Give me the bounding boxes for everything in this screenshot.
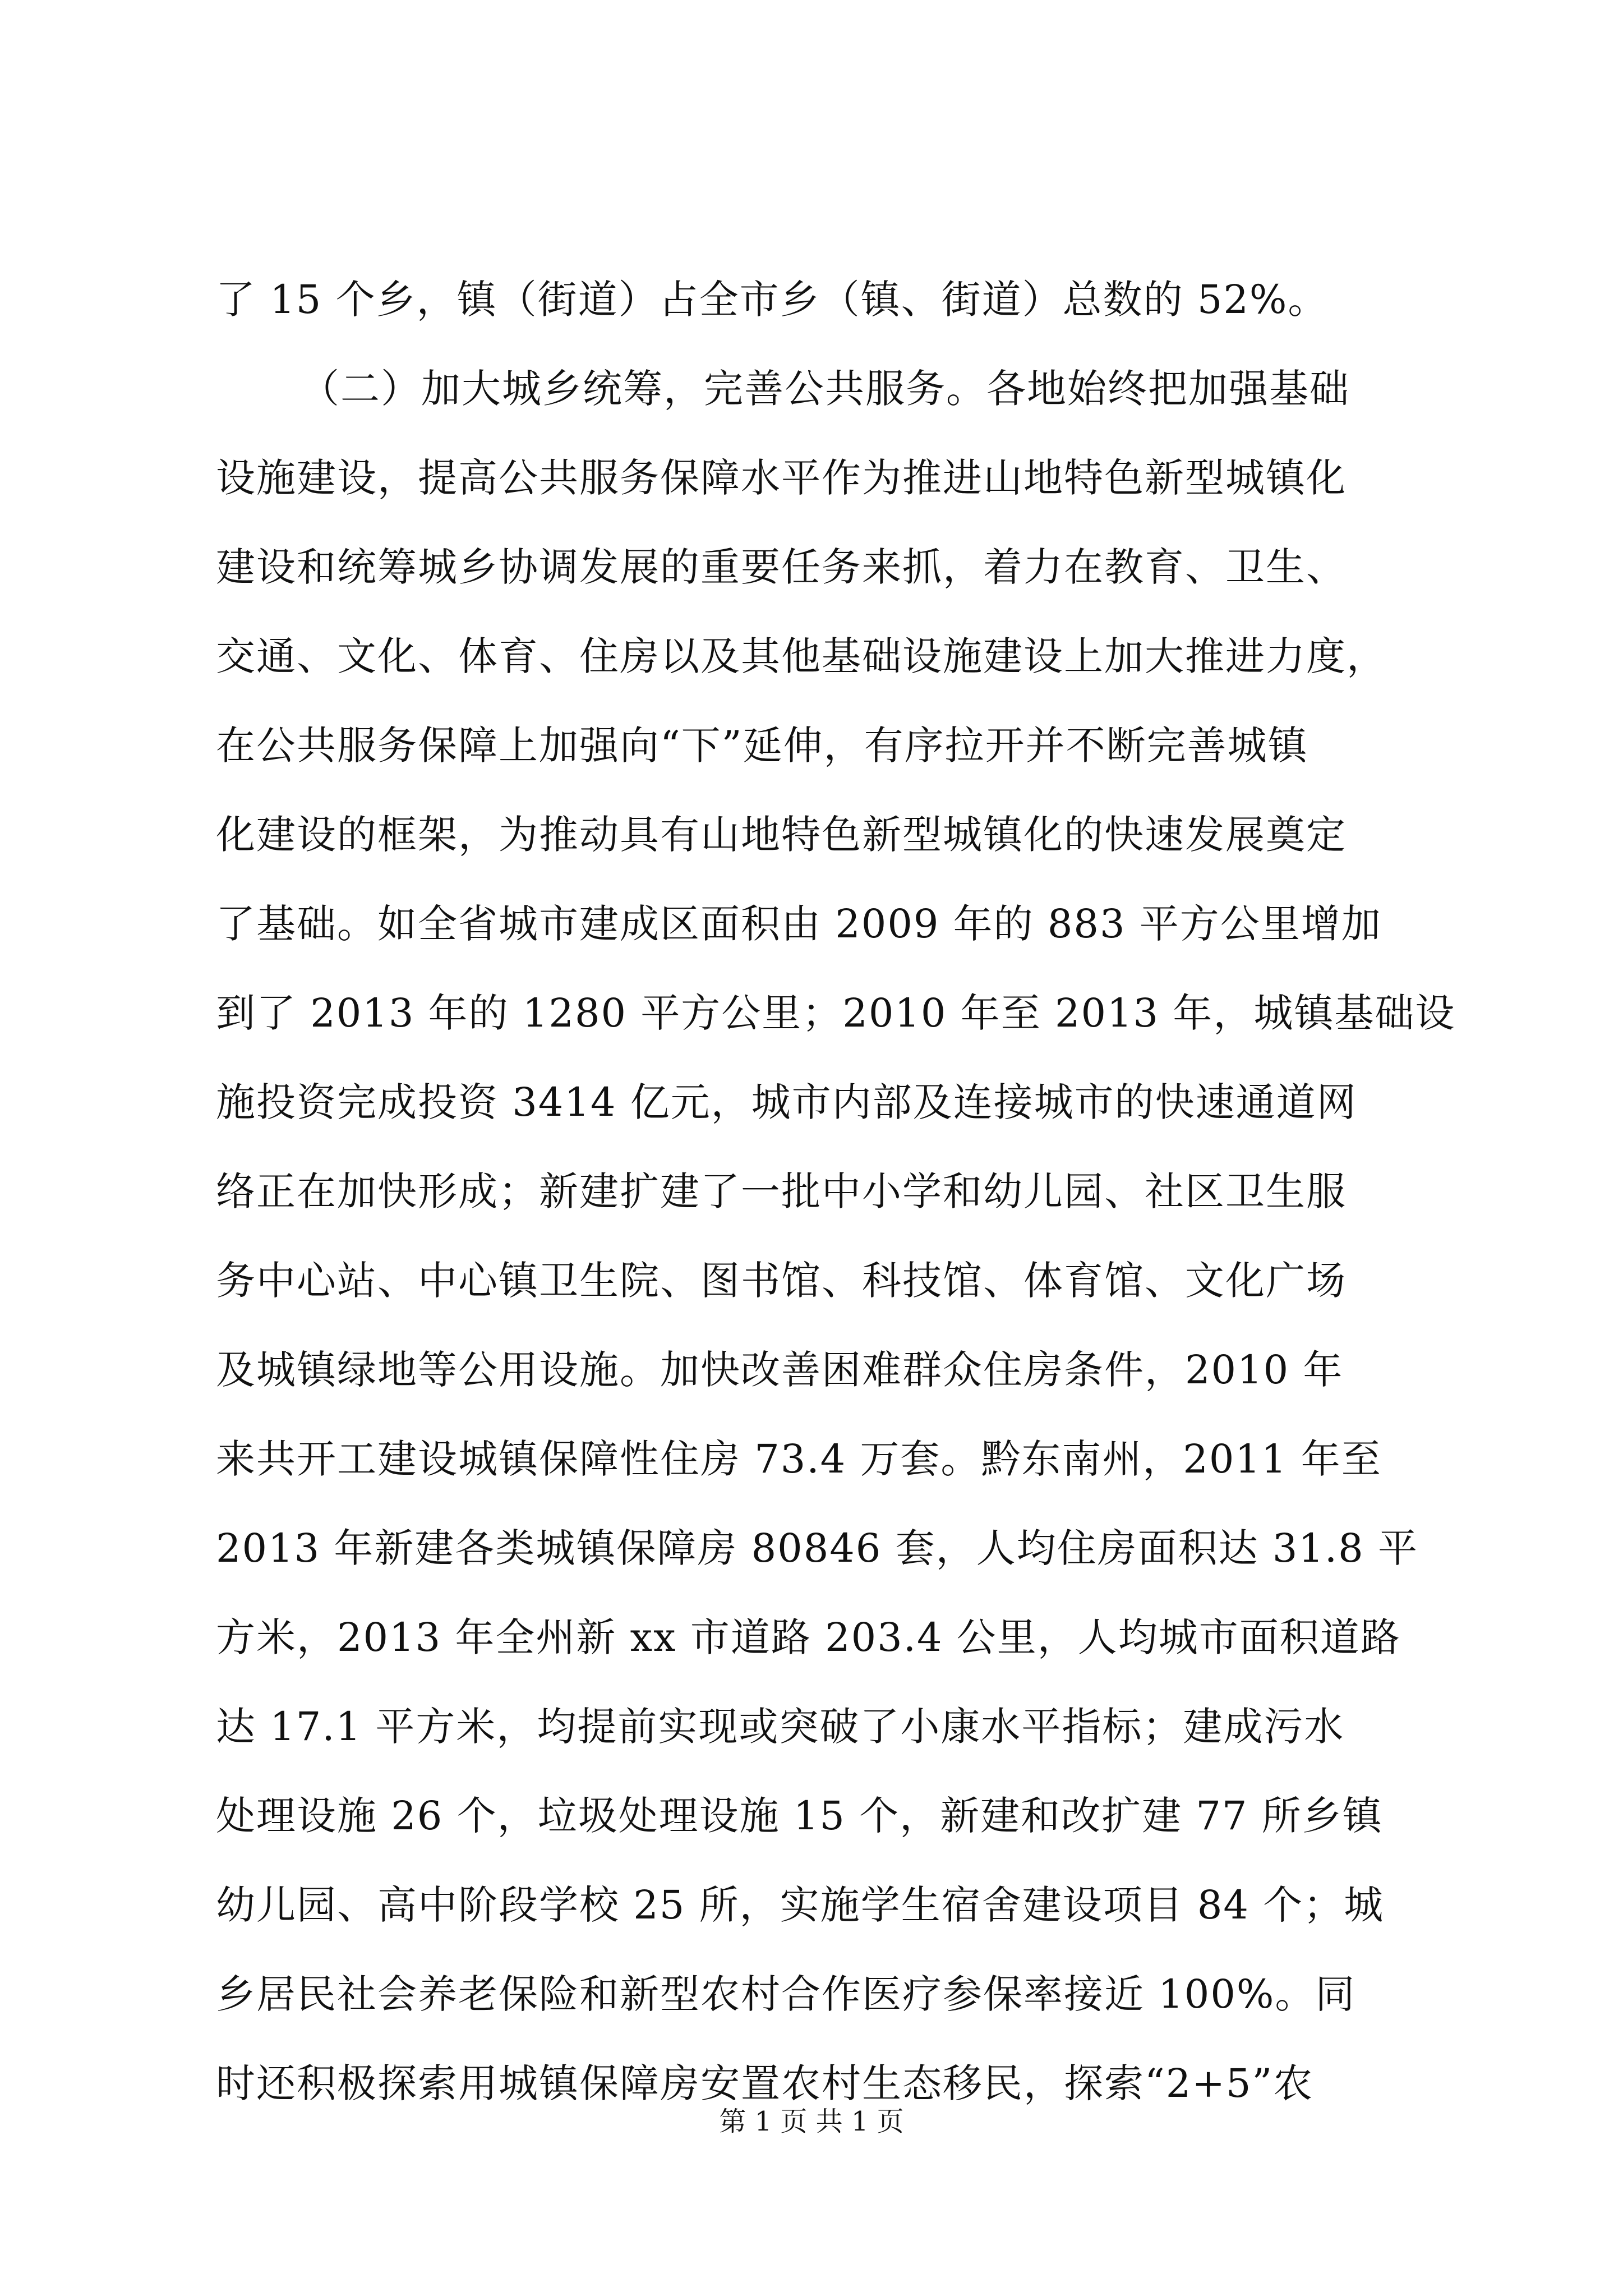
text-line: 化建设的框架，为推动具有山地特色新型城镇化的快速发展奠定 [216,812,1347,858]
page-footer: 第 1 页 共 1 页 [719,2106,904,2137]
text-line: 络正在加快形成；新建扩建了一批中小学和幼儿园、社区卫生服 [216,1168,1347,1214]
text-line: 到了 2013 年的 1280 平方公里；2010 年至 2013 年，城镇基础设 [216,990,1456,1036]
text-line: 及城镇绿地等公用设施。加快改善困难群众住房条件，2010 年 [216,1347,1344,1393]
paragraph-start-line: （二）加大城乡统筹，完善公共服务。各地始终把加强基础 [300,366,1350,412]
text-line: 来共开工建设城镇保障性住房 73.4 万套。黔东南州，2011 年至 [216,1436,1382,1482]
text-line: 建设和统筹城乡协调发展的重要任务来抓，着力在教育、卫生、 [216,544,1347,590]
text-line: 达 17.1 平方米，均提前实现或突破了小康水平指标；建成污水 [216,1704,1345,1750]
text-line: 乡居民社会养老保险和新型农村合作医疗参保率接近 100%。同 [216,1971,1356,2017]
text-line: 设施建设，提高公共服务保障水平作为推进山地特色新型城镇化 [216,455,1347,501]
text-line: 了基础。如全省城市建成区面积由 2009 年的 883 平方公里增加 [216,901,1382,947]
text-line: 2013 年新建各类城镇保障房 80846 套，人均住房面积达 31.8 平 [216,1525,1418,1571]
text-line: 幼儿园、高中阶段学校 25 所，实施学生宿舍建设项目 84 个；城 [216,1882,1385,1928]
text-line: 方米，2013 年全州新 xx 市道路 203.4 公里，人均城市面积道路 [216,1614,1401,1660]
text-line: 处理设施 26 个，垃圾处理设施 15 个，新建和改扩建 77 所乡镇 [216,1793,1383,1839]
text-line: 了 15 个乡，镇（街道）占全市乡（镇、街道）总数的 52%。 [216,277,1329,323]
text-line: 交通、文化、体育、住房以及其他基础设施建设上加大推进力度， [216,633,1387,679]
text-line: 在公共服务保障上加强向“下”延伸，有序拉开并不断完善城镇 [216,723,1308,769]
text-line: 时还积极探索用城镇保障房安置农村生态移民，探索“2+5”农 [216,2060,1314,2106]
text-line: 务中心站、中心镇卫生院、图书馆、科技馆、体育馆、文化广场 [216,1258,1347,1304]
text-line: 施投资完成投资 3414 亿元，城市内部及连接城市的快速通道网 [216,1079,1357,1125]
